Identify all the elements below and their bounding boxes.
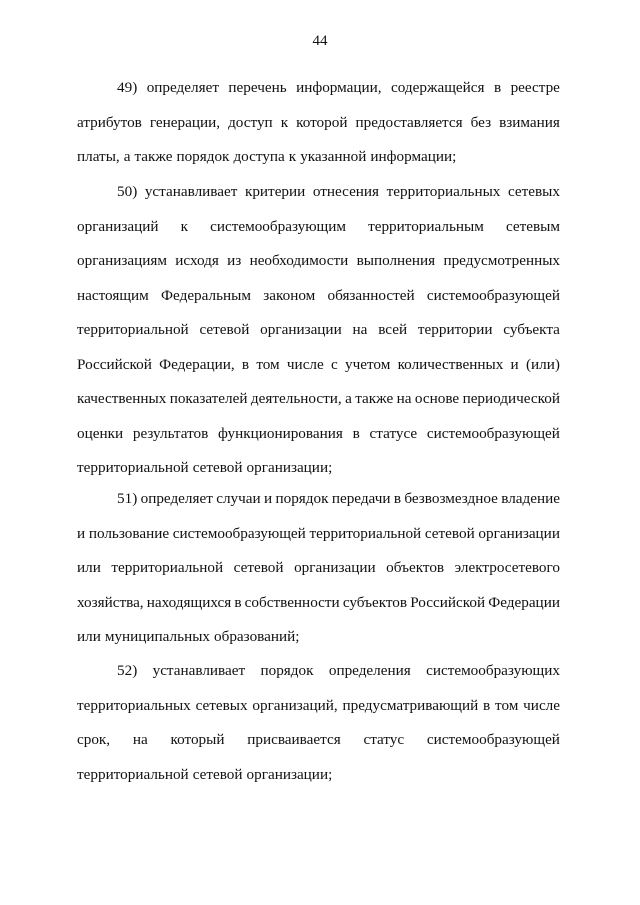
text-line: оценки результатов функционирования в статусе системообразующей xyxy=(77,424,560,442)
text-line: платы, а также порядок доступа к указанной информации; xyxy=(77,148,457,165)
text-line: организаций к системообразующим территориальным сетевым xyxy=(77,217,560,235)
text-line: территориальной сетевой организации; xyxy=(77,459,333,476)
text-line: территориальной сетевой организации; xyxy=(77,765,333,783)
text-line: 51) определяет случаи и порядок передачи в безвозмездное владение xyxy=(117,490,560,507)
text-line: Российской Федерации, в том числе с учетом количественных и (или) xyxy=(77,355,560,373)
text-line: территориальных сетевых организаций, предусматривающий в том числе xyxy=(77,696,560,714)
text-line: или муниципальных образований; xyxy=(77,628,300,645)
text-line: атрибутов генерации, доступ к которой предоставляется без взимания xyxy=(77,113,560,131)
text-line: организациям исходя из необходимости выполнения предусмотренных xyxy=(77,252,560,269)
text-line: хозяйства, находящихся в собственности субъектов Российской Федерации xyxy=(77,593,560,611)
text-line: 52) устанавливает порядок определения системообразующих xyxy=(117,662,560,679)
text-line: территориальной сетевой организации на всей территории субъекта xyxy=(77,321,560,338)
text-line: 50) устанавливает критерии отнесения территориальных сетевых xyxy=(117,183,560,200)
page-number: 44 xyxy=(312,33,328,49)
text-line: или территориальной сетевой организации объектов электросетевого xyxy=(77,559,560,576)
text-line: срок, на который присваивается статус системообразующей xyxy=(77,731,560,748)
text-line: и пользование системообразующей территориальной сетевой организации xyxy=(77,524,560,542)
text-line: настоящим Федеральным законом обязанностей системообразующей xyxy=(77,286,560,304)
text-line: 49) определяет перечень информации, содержащейся в реестре xyxy=(117,79,560,96)
text-line: качественных показателей деятельности, а также на основе периодической xyxy=(77,390,560,407)
